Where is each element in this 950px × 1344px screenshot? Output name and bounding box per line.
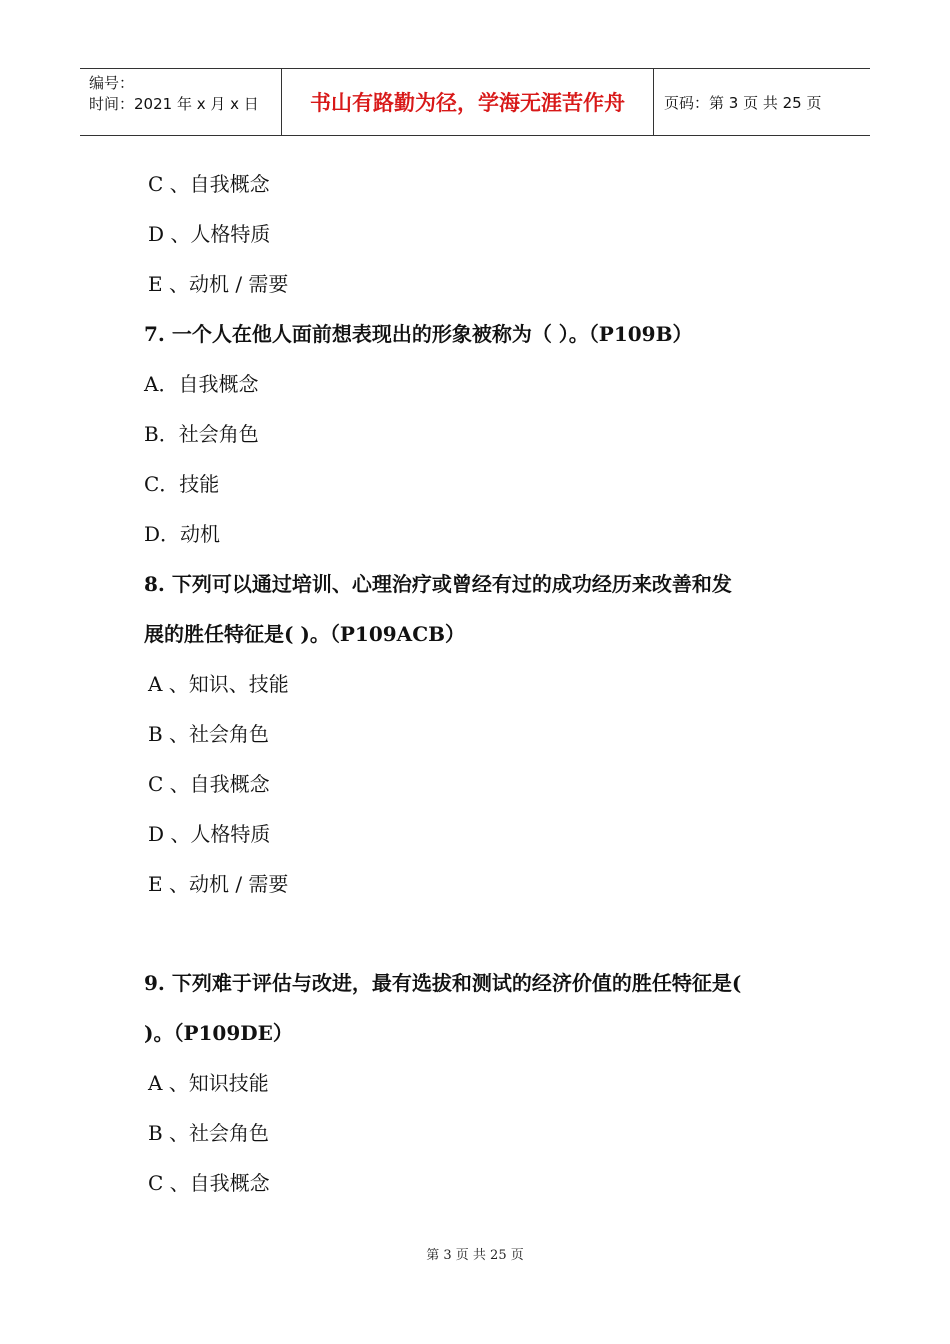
document-body: [144, 159, 834, 1208]
page-header: [80, 68, 870, 136]
question-9-line-2: )。（P109DE）: [144, 1021, 293, 1045]
option-line: B 、社会角色: [148, 722, 270, 746]
header-page-info: 页码：第 3 页 共 25 页: [664, 93, 822, 112]
option-line: D 、人格特质: [148, 822, 271, 846]
question-9-line-1: 9. 下列难于评估与改进，最有选拔和测试的经济价值的胜任特征是(: [144, 971, 742, 995]
option-line: E 、动机 / 需要: [148, 272, 289, 296]
option-line: D 、人格特质: [148, 222, 271, 246]
option-line: A 、知识技能: [148, 1071, 269, 1095]
question-7: 7. 一个人在他人面前想表现出的形象被称为（ ）。（P109B）: [144, 322, 693, 346]
spacer: [144, 909, 834, 958]
time-label: 时间：2021 年 x 月 x 日: [89, 95, 259, 113]
header-meta: [80, 69, 281, 135]
option-line: E 、动机 / 需要: [148, 872, 289, 896]
option-line: A．自我概念: [144, 372, 259, 396]
page-footer: 第 3 页 共 25 页: [426, 1248, 524, 1263]
option-line: D．动机: [144, 522, 221, 546]
question-8-line-1: 8. 下列可以通过培训、心理治疗或曾经有过的成功经历来改善和发: [144, 572, 732, 596]
header-motto: 书山有路勤为径，学海无涯苦作舟: [281, 69, 654, 135]
option-line: B．社会角色: [144, 422, 259, 446]
option-line: C 、自我概念: [148, 1171, 270, 1195]
option-line: B 、社会角色: [148, 1121, 270, 1145]
number-label: 编号：: [89, 74, 135, 92]
option-line: C．技能: [144, 472, 220, 496]
question-8-line-2: 展的胜任特征是( )。（P109ACB）: [144, 622, 466, 646]
option-line: C 、自我概念: [148, 772, 270, 796]
option-line: C 、自我概念: [148, 172, 270, 196]
option-line: A 、知识、技能: [148, 672, 289, 696]
